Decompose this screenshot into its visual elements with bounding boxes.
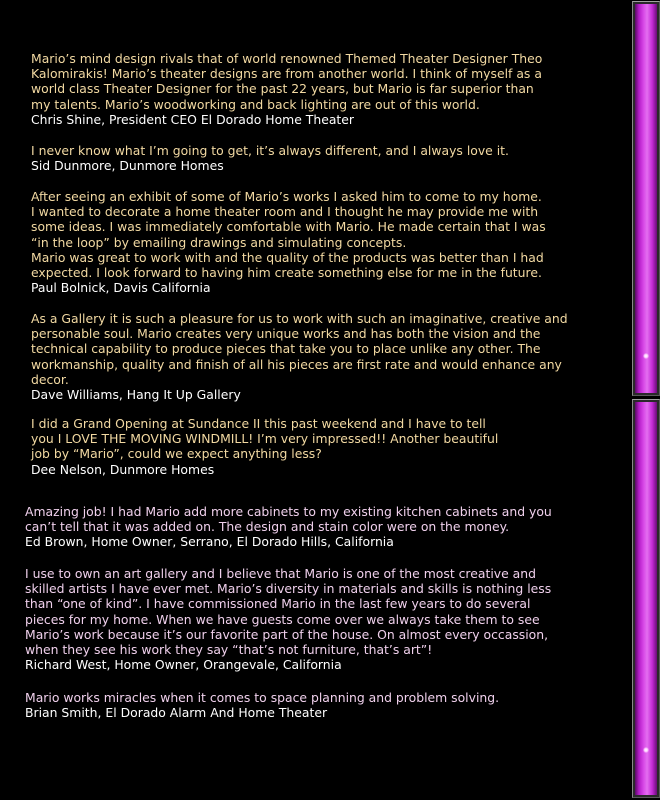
sparkle-icon (643, 353, 649, 359)
scroll-thumb[interactable] (635, 4, 657, 393)
testimonial-quote: I never know what I’m going to get, it’s always different, and I always love it. (31, 143, 509, 158)
sparkle-icon (643, 747, 649, 753)
scroll-panel-bottom[interactable] (631, 398, 660, 800)
testimonial-block (31, 416, 591, 477)
testimonial-block (25, 504, 585, 550)
testimonial-quote: Mario works miracles when it comes to space planning and problem solving. (25, 690, 500, 705)
testimonial-block (25, 690, 585, 720)
testimonial-block (31, 189, 591, 295)
testimonial-author: Chris Shine, President CEO El Dorado Home Theater (31, 111, 355, 127)
testimonial-quote: I use to own an art gallery and I believe that Mario is one of the most creative and skilled artists I have ever met. Mario’s diversity in materials and skills is nothing less than “one of kind”. I have commissioned Mario in the last few years to do several pieces for my home. When we have guests come over we always take them to see Mario’s work because it’s our favorite part of the house. On almost every occassion, when they see his work they say “that’s not furniture, that’s art”! (25, 566, 552, 658)
testimonial-author: Richard West, Home Owner, Orangevale, California (25, 657, 342, 673)
testimonial-author: Dee Nelson, Dunmore Homes (31, 461, 215, 477)
scroll-panel-top[interactable] (631, 0, 660, 398)
scroll-thumb[interactable] (635, 402, 657, 795)
testimonial-quote: I did a Grand Opening at Sundance II this past weekend and I have to tell you I LOVE THE MOVING WINDMILL! I’m very impressed!! Another beautiful job by “Mario”, could we expect anything less? (31, 416, 499, 462)
testimonial-quote: Amazing job! I had Mario add more cabinets to my existing kitchen cabinets and you can’t tell that it was added on. The design and stain color were on the money. (25, 504, 552, 535)
testimonial-block (31, 51, 591, 127)
testimonial-quote: As a Gallery it is such a pleasure for us to work with such an imaginative, creative and personable soul. Mario creates very unique works and has both the vision and the technical capability to produce pieces that take you to place unlike any other. The workmanship, quality and finish of all his pieces are first rate and would enhance any decor. (31, 311, 568, 387)
testimonial-author: Paul Bolnick, Davis California (31, 280, 211, 296)
testimonial-block (31, 311, 593, 402)
testimonial-quote: Mario’s mind design rivals that of world renowned Themed Theater Designer Theo Kalomirakis! Mario’s theater designs are from another world. I think of myself as a world class Theater Designer for the past 22 years, but Mario is far superior than my talents. Mario’s woodworking and back lighting are out of this world. (31, 51, 543, 112)
scroll-panel-frame (632, 1, 660, 396)
testimonial-author: Dave Williams, Hang It Up Gallery (31, 387, 241, 403)
scroll-panel-frame (632, 399, 660, 798)
testimonial-author: Sid Dunmore, Dunmore Homes (31, 158, 224, 174)
testimonial-quote: After seeing an exhibit of some of Mario’s works I asked him to come to my home. I wanted to decorate a home theater room and I thought he may provide me with some ideas. I was immediately comfortable with Mario. He made certain that I was “in the loop” by emailing drawings and simulating concepts. Mario was great to work with and the quality of the products was better than I had expected. I look forward to having him create something else for me in the future. (31, 189, 546, 281)
testimonial-author: Brian Smith, El Dorado Alarm And Home Theater (25, 705, 328, 721)
testimonial-block (31, 143, 591, 173)
testimonial-author: Ed Brown, Home Owner, Serrano, El Dorado Hills, California (25, 534, 394, 550)
testimonial-block (25, 566, 585, 672)
